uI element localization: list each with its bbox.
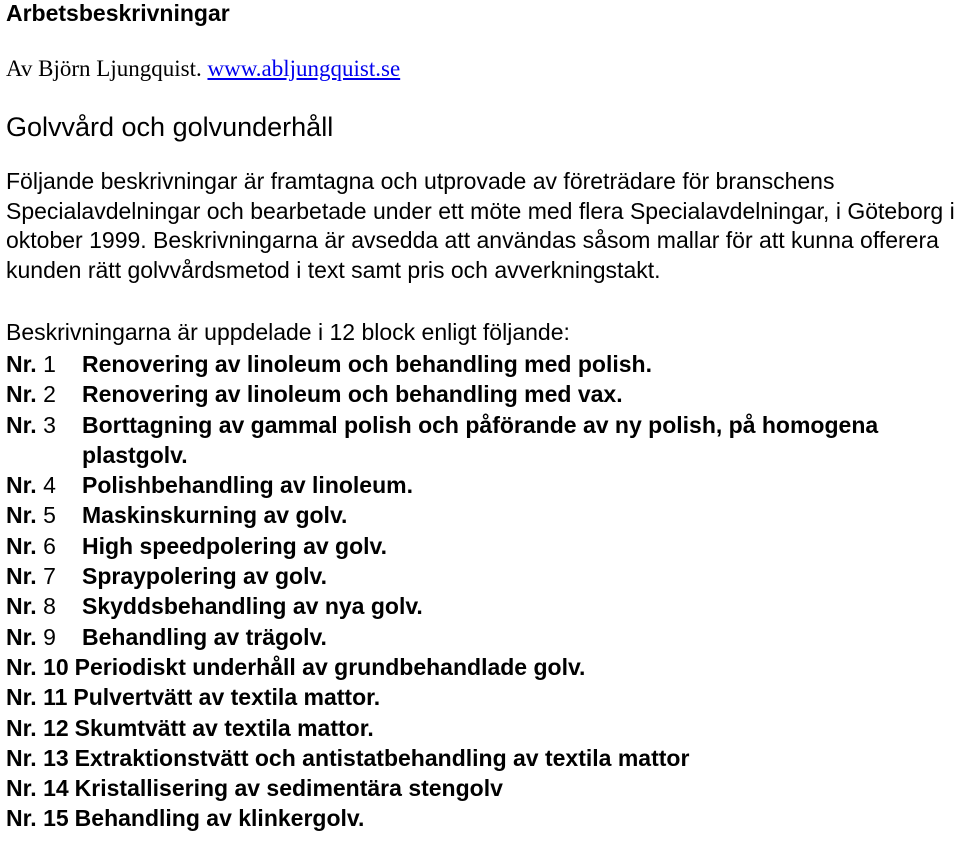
block-item — [6, 470, 960, 500]
section-heading: Golvvård och golvunderhåll — [6, 112, 334, 142]
block-item — [6, 803, 960, 833]
block-text: Maskinskurning av golv. — [82, 502, 348, 529]
block-text: Skumtvätt av textila mattor. — [74, 714, 374, 741]
block-item — [6, 531, 960, 561]
block-number: Nr. 3 — [6, 411, 56, 438]
block-text: Spraypolering av golv. — [82, 563, 327, 590]
block-text: Behandling av klinkergolv. — [74, 805, 365, 832]
block-item — [6, 713, 960, 743]
block-text: Kristallisering av sedimentära stengolv — [74, 775, 503, 802]
block-text: Skyddsbehandling av nya golv. — [82, 593, 423, 620]
block-text: Pulvertvätt av textila mattor. — [73, 684, 381, 711]
block-item — [6, 561, 960, 591]
block-item — [6, 773, 960, 803]
block-number: Nr. 7 — [6, 563, 56, 590]
block-text: Borttagning av gammal polish och påförande av ny polish, på homogena plastgolv. — [82, 411, 879, 468]
block-number: Nr. 2 — [6, 381, 56, 408]
document-title: Arbetsbeskrivningar — [6, 0, 230, 26]
author-name: Av Björn Ljungquist. — [6, 56, 208, 81]
block-number: Nr. 8 — [6, 593, 56, 620]
block-text: High speedpolering av golv. — [82, 532, 388, 559]
block-text: Extraktionstvätt och antistatbehandling av textila mattor — [74, 744, 690, 771]
block-item — [6, 500, 960, 530]
author-line — [6, 56, 400, 82]
block-number: Nr. 12 — [6, 714, 69, 741]
block-text: Polishbehandling av linoleum. — [82, 472, 413, 499]
block-item — [6, 622, 960, 652]
block-item — [6, 591, 960, 621]
block-item — [6, 410, 960, 471]
block-item — [6, 349, 960, 379]
block-number: Nr. 13 — [6, 744, 69, 771]
block-number: Nr. 9 — [6, 623, 56, 650]
intro-paragraph: Följande beskrivningar är framtagna och utprovade av företrädare för branschens Specialavdelningar och bearbetade under ett möte med flera Specialavdelningar, i Göteborg i oktober 1999. Beskrivningarna är avsedda att användas såsom mallar för att kunna offerera kunden rätt golvvårdsmetod i text samt pris och avverkningstakt. — [6, 168, 955, 283]
block-text: Behandling av trägolv. — [82, 623, 327, 650]
block-number: Nr. 5 — [6, 502, 56, 529]
block-text: Renovering av linoleum och behandling med vax. — [82, 381, 623, 408]
block-text: Periodiskt underhåll av grundbehandlade golv. — [74, 653, 586, 680]
block-text: Renovering av linoleum och behandling med polish. — [82, 351, 652, 377]
block-number: Nr. 10 — [6, 653, 69, 680]
block-list — [6, 349, 960, 834]
block-number: Nr. 11 — [6, 684, 68, 711]
list-intro: Beskrivningarna är uppdelade i 12 block enligt följande: — [6, 319, 570, 345]
block-item — [6, 743, 960, 773]
block-number: Nr. 14 — [6, 775, 69, 802]
block-item — [6, 682, 960, 712]
block-item — [6, 379, 960, 409]
block-number: Nr. 15 — [6, 805, 69, 832]
block-number: Nr. 6 — [6, 532, 56, 559]
author-website-link[interactable]: www.abljungquist.se — [207, 56, 401, 81]
block-number: Nr. 4 — [6, 472, 56, 499]
block-item — [6, 652, 960, 682]
block-number: Nr. 1 — [6, 351, 56, 377]
